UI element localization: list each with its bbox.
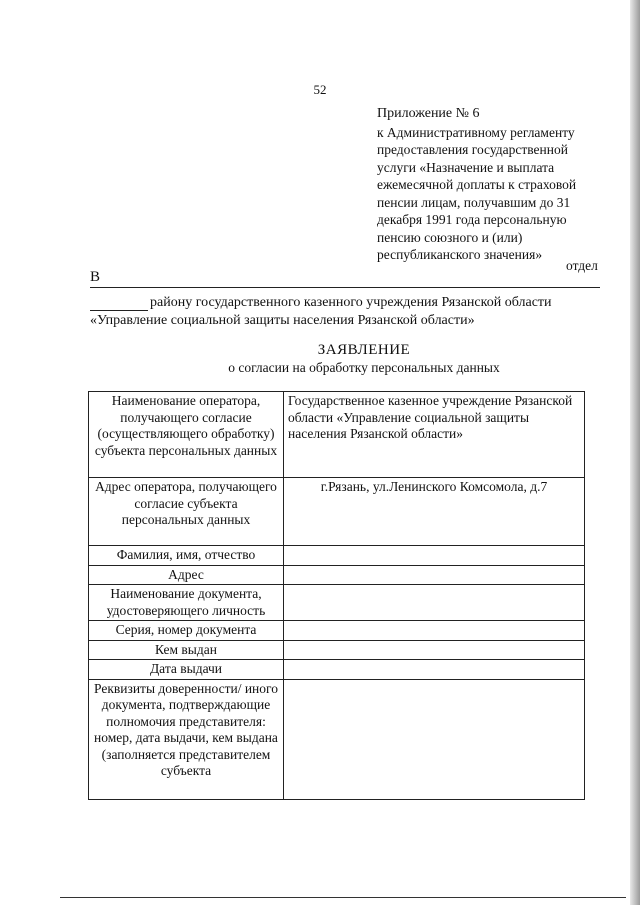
issue-date-label: Дата выдачи [89,660,284,680]
document-subtitle: о согласии на обработку персональных данных [228,360,500,375]
addressee-fill-line[interactable] [90,287,600,288]
operator-name-label: Наименование оператора, получающего согласие (осуществляющего обработку) субъекта персональных данных [89,392,284,478]
consent-table [88,391,585,800]
table-row [89,565,585,585]
appendix-line: республиканского значения» [377,247,543,262]
issued-by-field[interactable] [284,640,585,660]
appendix-line: услуги «Назначение и выплата [377,159,555,175]
table-row [89,621,585,641]
power-of-attorney-field[interactable] [284,679,585,799]
table-row [89,660,585,680]
addressee-line-1-text: району государственного казенного учреждения Рязанской области [150,295,552,310]
page-number: 52 [313,82,327,97]
appendix-title: Приложение № 6 [377,106,480,121]
issue-date-field[interactable] [284,660,585,680]
operator-address-label: Адрес оператора, получающего согласие субъекта персональных данных [89,478,284,546]
address-field[interactable] [284,565,585,585]
appendix-line: декабря 1991 года персональную [377,212,567,227]
full-name-field[interactable] [284,546,585,566]
power-of-attorney-label: Реквизиты доверенности/ иного документа, подтверждающие полномочия представителя: номер, дата выдачи, кем выдана (заполняется представителем субъекта [89,679,284,799]
issued-by-label: Кем выдан [89,640,284,660]
district-blank-field[interactable] [90,296,148,311]
address-label: Адрес [89,565,284,585]
appendix-line: предоставления государственной [377,142,568,157]
table-row [89,585,585,621]
operator-address-value: г.Рязань, ул.Ленинского Комсомола, д.7 [284,478,585,546]
scan-edge-shadow [630,0,640,905]
addressee-line-1 [90,295,602,311]
appendix-block [377,105,602,264]
table-row [89,640,585,660]
document-title: ЗАЯВЛЕНИЕ [317,342,411,358]
operator-name-value: Государственное казенное учреждение Рязанской области «Управление социальной защиты населения Рязанской области» [284,392,585,478]
full-name-label: Фамилия, имя, отчество [89,546,284,566]
appendix-line: ежемесячной доплаты к страховой [377,177,577,192]
id-document-field[interactable] [284,585,585,621]
table-row [89,546,585,566]
table-row [89,679,585,799]
series-number-label: Серия, номер документа [89,621,284,641]
appendix-line: пенсию союзного и (или) [377,229,523,245]
id-document-label: Наименование документа, удостоверяющего личность [89,585,284,621]
table-row [89,478,585,546]
series-number-field[interactable] [284,621,585,641]
addressee-line-2: «Управление социальной защиты населения Рязанской области» [90,313,475,328]
appendix-line: пенсии лицам, получавшим до 31 [377,194,571,210]
addressee-dept: отдел [566,258,598,273]
addressee-prefix: В [90,269,101,285]
appendix-line: к Административному регламенту [377,124,575,140]
table-row [89,392,585,478]
page-bottom-rule [60,897,626,898]
